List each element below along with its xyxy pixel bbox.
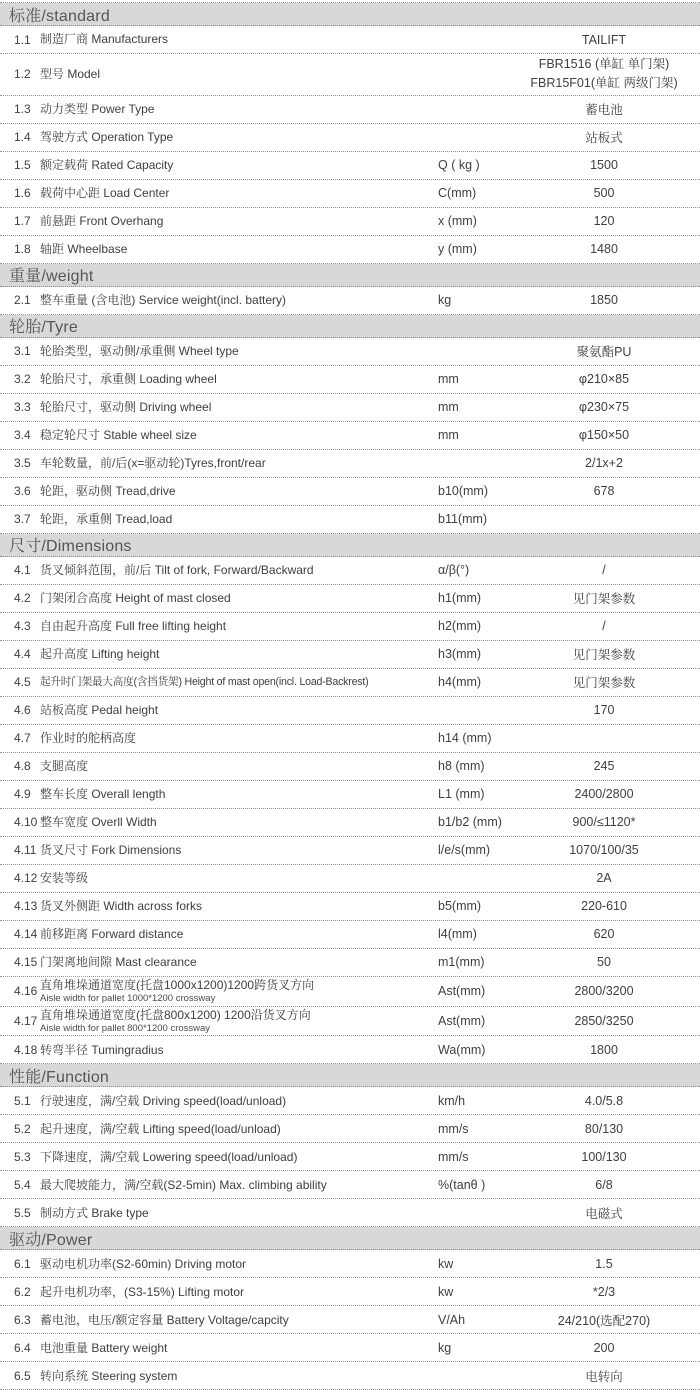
row-label-group <box>40 1150 438 1164</box>
section-header <box>0 3 700 26</box>
table-row <box>0 1278 700 1306</box>
row-number: 4.16 <box>14 984 38 999</box>
row-value: φ150×50 <box>578 428 630 443</box>
table-row <box>0 1362 700 1390</box>
table-row <box>0 1171 700 1199</box>
row-label: 轮距，驱动侧 Tread,drive <box>40 484 176 499</box>
row-label: 动力类型 Power Type <box>40 102 155 117</box>
section-title: 驱动/Power <box>9 1231 93 1249</box>
row-label-group <box>40 927 438 941</box>
row-label: 转向系统 Steering system <box>40 1368 178 1383</box>
row-unit-symbol: Wa(mm) <box>438 1042 486 1057</box>
table-row <box>0 208 700 236</box>
row-unit-symbol: h2(mm) <box>438 619 482 634</box>
row-label: 货叉倾斜范围，前/后 Tilt of fork, Forward/Backward <box>40 563 314 578</box>
row-label: 驾驶方式 Operation Type <box>40 130 174 145</box>
row-number: 3.1 <box>14 344 31 359</box>
row-label-group <box>40 703 438 717</box>
table-row <box>0 152 700 180</box>
row-unit-symbol: b5(mm) <box>438 899 482 914</box>
row-value <box>508 55 700 94</box>
row-unit-symbol: x (mm) <box>438 214 477 229</box>
table-row <box>0 697 700 725</box>
row-label-group <box>40 871 438 885</box>
row-label-group <box>40 186 438 200</box>
section-header <box>0 1227 700 1250</box>
row-label: 轴距 Wheelbase <box>40 242 128 257</box>
row-label: 门架离地间隙 Mast clearance <box>40 955 197 970</box>
row-unit-symbol: mm/s <box>438 1121 469 1136</box>
row-label-group <box>40 1178 438 1192</box>
table-row <box>0 641 700 669</box>
row-number: 6.5 <box>14 1368 31 1383</box>
row-unit-symbol: l/e/s(mm) <box>438 843 491 858</box>
row-unit-symbol: l4(mm) <box>438 927 477 942</box>
section-title: 性能/Function <box>9 1068 110 1086</box>
row-label-group <box>40 372 438 386</box>
row-number: 3.5 <box>14 456 31 471</box>
row-label-group <box>40 843 438 857</box>
row-label-group <box>40 242 438 256</box>
row-label-group <box>40 676 438 689</box>
row-label-group <box>40 512 438 526</box>
section-title: 重量/weight <box>9 268 94 286</box>
row-unit-symbol: L1 (mm) <box>438 787 485 802</box>
row-number: 1.1 <box>14 32 31 47</box>
row-number: 4.13 <box>14 899 38 914</box>
row-label-group <box>40 456 438 470</box>
row-number: 3.2 <box>14 372 31 387</box>
row-value: 蓄电池 <box>585 103 623 118</box>
row-unit-symbol: V/Ah <box>438 1312 466 1327</box>
row-label-group <box>40 102 438 116</box>
row-label: 支腿高度 <box>40 759 89 774</box>
row-label: 行驶速度，满/空载 Driving speed(load/unload) <box>40 1093 287 1108</box>
table-row <box>0 124 700 152</box>
row-label-group <box>40 1313 438 1327</box>
row-label: 额定载荷 Rated Capacity <box>40 158 174 173</box>
table-row <box>0 1250 700 1278</box>
row-value: 80/130 <box>584 1121 624 1136</box>
row-value: 2400/2800 <box>574 787 634 802</box>
row-number: 4.1 <box>14 563 31 578</box>
row-label: 载荷中心距 Load Center <box>40 186 170 201</box>
row-unit-symbol: h8 (mm) <box>438 759 485 774</box>
row-unit-symbol: m1(mm) <box>438 955 485 970</box>
row-label-group <box>40 815 438 829</box>
row-number: 3.7 <box>14 512 31 527</box>
table-row <box>0 1007 700 1037</box>
row-value: 见门架参数 <box>572 648 636 663</box>
row-label-group <box>40 619 438 633</box>
row-number: 4.4 <box>14 647 31 662</box>
section-header <box>0 1064 700 1087</box>
row-number: 4.11 <box>14 843 37 858</box>
table-row <box>0 394 700 422</box>
row-label-group <box>40 293 438 307</box>
row-value: 200 <box>593 1340 615 1355</box>
table-row <box>0 753 700 781</box>
row-number: 6.1 <box>14 1256 31 1271</box>
row-number: 4.14 <box>14 927 38 942</box>
row-unit-symbol: h4(mm) <box>438 675 482 690</box>
row-number: 3.6 <box>14 484 31 499</box>
table-row <box>0 893 700 921</box>
row-label-group <box>40 591 438 605</box>
row-unit-symbol: h14 (mm) <box>438 731 492 746</box>
row-label: 轮胎尺寸，承重侧 Loading wheel <box>40 372 217 387</box>
row-value: 1850 <box>590 293 618 308</box>
row-label: 自由起升高度 Full free lifting height <box>40 619 227 634</box>
table-row <box>0 725 700 753</box>
row-number: 3.3 <box>14 400 31 415</box>
row-label-group <box>40 1043 438 1057</box>
row-sublabel: Aisle width for pallet 800*1200 crossway <box>40 1022 211 1034</box>
row-number: 4.8 <box>14 759 31 774</box>
row-value: / <box>602 619 606 634</box>
row-value: *2/3 <box>592 1284 616 1299</box>
row-label-group <box>40 1285 438 1299</box>
row-number: 6.2 <box>14 1284 31 1299</box>
row-label: 制造厂商 Manufacturers <box>40 32 169 47</box>
table-row <box>0 669 700 697</box>
row-value: 120 <box>593 214 615 229</box>
table-row <box>0 781 700 809</box>
table-row <box>0 585 700 613</box>
row-label: 下降速度，满/空载 Lowering speed(load/unload) <box>40 1149 298 1164</box>
table-row <box>0 1199 700 1227</box>
row-label: 轮胎类型，驱动侧/承重侧 Wheel type <box>40 344 239 359</box>
row-number: 3.4 <box>14 428 31 443</box>
table-row <box>0 809 700 837</box>
row-unit-symbol: mm <box>438 428 459 443</box>
row-unit-symbol: b11(mm) <box>438 512 488 527</box>
table-row <box>0 921 700 949</box>
row-label-group <box>40 484 438 498</box>
row-label-group <box>40 759 438 773</box>
row-number: 1.3 <box>14 102 31 117</box>
row-unit-symbol: km/h <box>438 1093 466 1108</box>
row-label-group <box>40 130 438 144</box>
row-value: 1480 <box>590 242 618 257</box>
table-row <box>0 949 700 977</box>
row-unit-symbol: b1/b2 (mm) <box>438 815 502 830</box>
row-value: 2850/3250 <box>574 1013 634 1028</box>
row-unit-symbol: C(mm) <box>438 186 477 201</box>
row-value: 500 <box>593 186 615 201</box>
row-value: 900/≤1120* <box>572 815 636 830</box>
table-row <box>0 977 700 1007</box>
table-row <box>0 1087 700 1115</box>
row-number: 4.10 <box>14 815 38 830</box>
table-row <box>0 1036 700 1064</box>
row-label: 安装等级 <box>40 871 89 886</box>
row-label: 轮距，承重侧 Tread,load <box>40 512 173 527</box>
row-label: 货叉尺寸 Fork Dimensions <box>40 843 182 858</box>
row-label-group <box>40 1122 438 1136</box>
row-value: 2A <box>596 871 612 886</box>
row-value: 6/8 <box>595 1177 613 1192</box>
row-label: 起升高度 Lifting height <box>40 647 160 662</box>
row-number: 4.17 <box>14 1013 38 1028</box>
table-row <box>0 865 700 893</box>
row-value: 1.5 <box>595 1256 613 1271</box>
table-row <box>0 450 700 478</box>
row-value: 100/130 <box>581 1149 627 1164</box>
row-number: 4.5 <box>14 675 31 690</box>
table-row <box>0 1306 700 1334</box>
row-number: 4.2 <box>14 591 31 606</box>
table-row <box>0 180 700 208</box>
row-label: 电池重量 Battery weight <box>40 1340 168 1355</box>
row-label: 直角堆垛通道宽度(托盘1000x1200)1200跨货叉方向 <box>40 977 315 992</box>
section-header <box>0 315 700 338</box>
row-unit-symbol: α/β(°) <box>438 563 470 578</box>
row-unit-symbol: %(tanθ ) <box>438 1177 486 1192</box>
row-label-group <box>40 955 438 969</box>
row-label-group <box>40 32 438 46</box>
row-label: 整车重量 (含电池) Service weight(incl. battery) <box>40 293 287 308</box>
row-unit-symbol: kw <box>438 1256 454 1271</box>
row-number: 1.2 <box>14 67 31 82</box>
row-unit-symbol: mm <box>438 372 459 387</box>
row-value: 170 <box>593 703 615 718</box>
row-value: 站板式 <box>585 131 623 146</box>
row-unit-symbol: Q ( kg ) <box>438 158 480 173</box>
row-label: 驱动电机功率(S2-60min) Driving motor <box>40 1256 247 1271</box>
row-value: 聚氨酯PU <box>576 345 632 360</box>
row-value: 50 <box>597 955 611 970</box>
row-number: 6.3 <box>14 1312 31 1327</box>
row-value: φ210×85 <box>578 372 630 387</box>
row-label-group <box>40 1257 438 1271</box>
row-label: 起升速度，满/空载 Lifting speed(load/unload) <box>40 1121 281 1136</box>
row-label-group <box>40 978 438 1005</box>
row-label: 型号 Model <box>40 67 101 82</box>
section-title: 尺寸/Dimensions <box>9 538 132 556</box>
table-row <box>0 837 700 865</box>
row-number: 5.4 <box>14 1177 31 1192</box>
table-row <box>0 287 700 315</box>
row-label: 起升时门架最大高度(含挡货架) Height of mast open(incl. Load-Backrest) <box>40 675 369 688</box>
row-value-line: FBR15F01(单缸 两级门架) <box>530 76 678 91</box>
row-number: 5.3 <box>14 1149 31 1164</box>
row-unit-symbol: b10(mm) <box>438 484 489 499</box>
row-label: 作业时的舵柄高度 <box>40 731 137 746</box>
row-label-group <box>40 67 438 81</box>
row-value: 2/1x+2 <box>585 456 623 471</box>
row-label: 转弯半径 Tumingradius <box>40 1042 164 1057</box>
table-row <box>0 1334 700 1362</box>
row-label: 最大爬坡能力，满/空载(S2-5min) Max. climbing ability <box>40 1177 327 1192</box>
table-row <box>0 96 700 124</box>
row-unit-symbol: kw <box>438 1284 454 1299</box>
row-number: 4.7 <box>14 731 31 746</box>
row-value: 见门架参数 <box>572 592 636 607</box>
row-label: 起升电机功率，(S3-15%) Lifting motor <box>40 1284 245 1299</box>
row-value: 见门架参数 <box>572 676 636 691</box>
table-row <box>0 506 700 534</box>
row-label: 站板高度 Pedal height <box>40 703 159 718</box>
row-number: 4.12 <box>14 871 38 886</box>
row-value: 1800 <box>590 1042 618 1057</box>
table-row <box>0 557 700 585</box>
row-number: 4.15 <box>14 955 38 970</box>
row-label: 前移距离 Forward distance <box>40 927 184 942</box>
table-row <box>0 613 700 641</box>
row-label-group <box>40 563 438 577</box>
row-label: 整车长度 Overall length <box>40 787 166 802</box>
row-value: 1500 <box>590 158 618 173</box>
table-row <box>0 338 700 366</box>
row-unit-symbol: h3(mm) <box>438 647 482 662</box>
table-row <box>0 54 700 96</box>
row-value: 620 <box>593 927 615 942</box>
row-number: 4.18 <box>14 1042 38 1057</box>
row-label-group <box>40 400 438 414</box>
section-title: 标准/standard <box>9 7 110 25</box>
row-number: 5.5 <box>14 1205 31 1220</box>
row-unit-symbol: Ast(mm) <box>438 984 486 999</box>
row-number: 1.8 <box>14 242 31 257</box>
table-row <box>0 478 700 506</box>
table-row <box>0 236 700 264</box>
row-value: φ230×75 <box>578 400 630 415</box>
row-label-group <box>40 731 438 745</box>
row-label: 车轮数量，前/后(x=驱动轮)Tyres,front/rear <box>40 456 266 471</box>
row-value: 电磁式 <box>585 1206 623 1221</box>
row-label-group <box>40 647 438 661</box>
row-label-group <box>40 344 438 358</box>
row-label: 制动方式 Brake type <box>40 1205 149 1220</box>
row-number: 1.6 <box>14 186 31 201</box>
table-row <box>0 26 700 54</box>
row-value: 2800/3200 <box>574 984 634 999</box>
table-row <box>0 422 700 450</box>
section-header <box>0 534 700 557</box>
row-label: 轮胎尺寸，驱动侧 Driving wheel <box>40 400 212 415</box>
table-row <box>0 1143 700 1171</box>
row-sublabel: Aisle width for pallet 1000*1200 crossway <box>40 993 216 1005</box>
row-number: 5.1 <box>14 1093 31 1108</box>
row-value: / <box>602 563 606 578</box>
row-label-group <box>40 787 438 801</box>
row-number: 6.4 <box>14 1340 31 1355</box>
row-number: 5.2 <box>14 1121 31 1136</box>
row-value: TAILIFT <box>581 32 627 47</box>
row-value-line: FBR1516 (单缸 单门架) <box>538 57 670 71</box>
row-number: 1.5 <box>14 158 31 173</box>
spec-table <box>0 2 700 1390</box>
row-value: 1070/100/35 <box>569 843 639 858</box>
row-label: 蓄电池，电压/额定容量 Battery Voltage/capcity <box>40 1312 289 1327</box>
row-value: 24/210(选配270) <box>557 1313 651 1328</box>
row-label-group <box>40 214 438 228</box>
row-value: 220-610 <box>581 899 627 914</box>
row-value: 245 <box>593 759 615 774</box>
row-unit-symbol: Ast(mm) <box>438 1013 486 1028</box>
row-unit-symbol: mm/s <box>438 1149 469 1164</box>
row-unit-symbol: kg <box>438 293 452 308</box>
row-label: 直角堆垛通道宽度(托盘800x1200) 1200沿货叉方向 <box>40 1007 311 1022</box>
row-label-group <box>40 1008 438 1035</box>
row-number: 4.9 <box>14 787 31 802</box>
table-row <box>0 1115 700 1143</box>
row-label-group <box>40 1206 438 1220</box>
row-value: 678 <box>593 484 615 499</box>
row-value: 4.0/5.8 <box>584 1093 624 1108</box>
row-label: 货叉外侧距 Width across forks <box>40 899 203 914</box>
row-number: 1.7 <box>14 214 31 229</box>
row-label-group <box>40 1341 438 1355</box>
section-header <box>0 264 700 287</box>
row-number: 2.1 <box>14 293 31 308</box>
row-label-group <box>40 428 438 442</box>
row-number: 4.3 <box>14 619 31 634</box>
row-label: 门架闭合高度 Height of mast closed <box>40 591 231 606</box>
row-label-group <box>40 1094 438 1108</box>
row-label: 稳定轮尺寸 Stable wheel size <box>40 428 197 443</box>
section-title: 轮胎/Tyre <box>9 319 78 337</box>
row-label: 前悬距 Front Overhang <box>40 214 164 229</box>
row-number: 4.6 <box>14 703 31 718</box>
row-unit-symbol: h1(mm) <box>438 591 482 606</box>
row-unit-symbol: y (mm) <box>438 242 477 257</box>
row-unit-symbol: mm <box>438 400 459 415</box>
row-label-group <box>40 899 438 913</box>
row-label-group <box>40 1369 438 1383</box>
table-row <box>0 366 700 394</box>
row-label-group <box>40 158 438 172</box>
row-label: 整车宽度 Overll Width <box>40 815 157 830</box>
row-unit-symbol: kg <box>438 1340 452 1355</box>
row-number: 1.4 <box>14 130 31 145</box>
row-value: 电转向 <box>585 1369 623 1384</box>
